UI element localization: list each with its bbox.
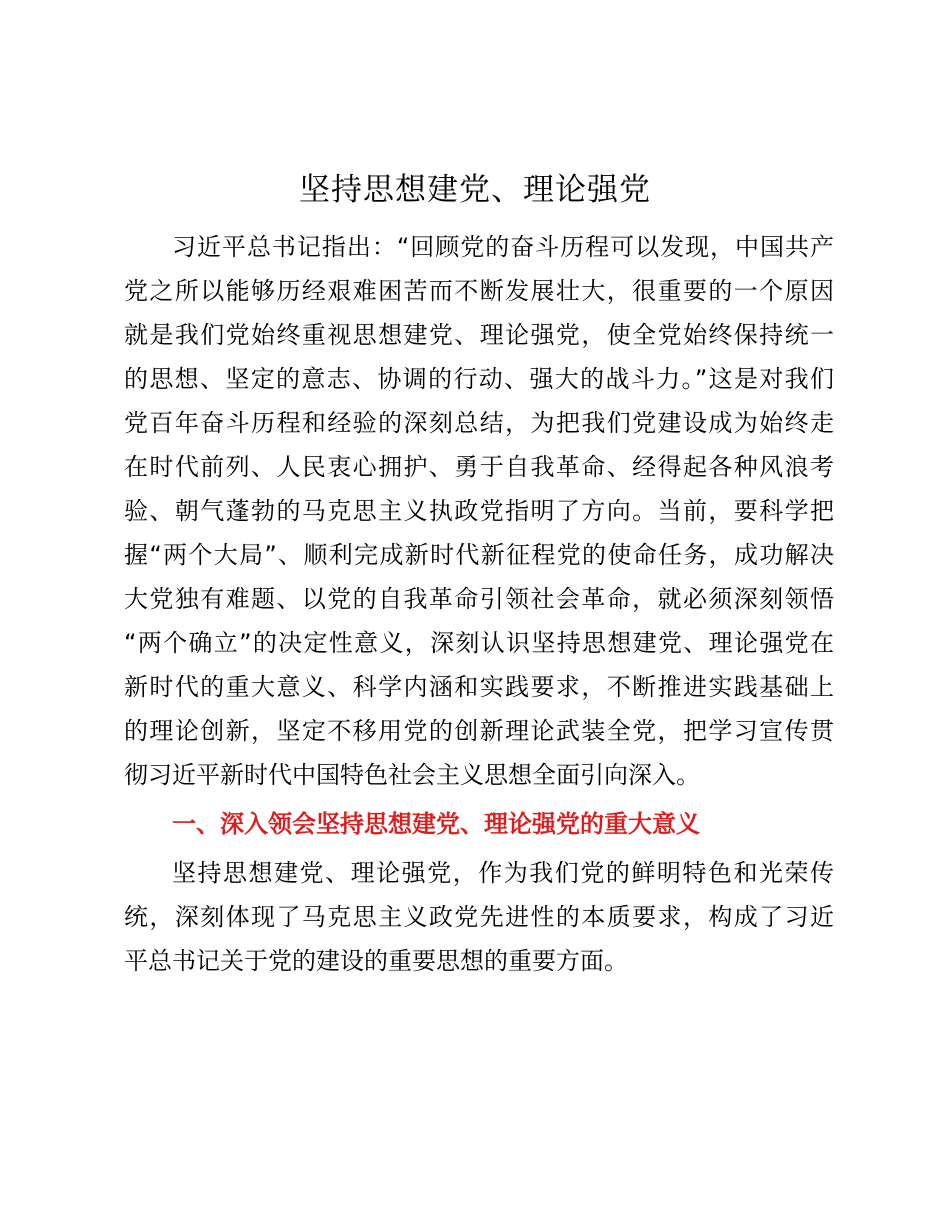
paragraph-1-line: 握“两个大局”、顺利完成新时代新征程党的使命任务，成功解决 — [124, 541, 834, 569]
paragraph-1-line: 习近平总书记指出：“回顾党的奋斗历程可以发现，中国共产 — [172, 233, 834, 261]
paragraph-1-line: 就是我们党始终重视思想建党、理论强党，使全党始终保持统一 — [124, 321, 834, 349]
paragraph-1-line: 党百年奋斗历程和经验的深刻总结，为把我们党建设成为始终走 — [124, 409, 834, 437]
section-1-heading: 一、深入领会坚持思想建党、理论强党的重大意义 — [172, 810, 700, 838]
paragraph-1-line: 彻习近平新时代中国特色社会主义思想全面引向深入。 — [124, 761, 700, 789]
paragraph-2-line: 坚持思想建党、理论强党，作为我们党的鲜明特色和光荣传 — [172, 859, 834, 887]
paragraph-1-line: 党之所以能够历经艰难困苦而不断发展壮大，很重要的一个原因 — [124, 277, 834, 305]
paragraph-1-line: 的理论创新，坚定不移用党的创新理论武装全党，把学习宣传贯 — [124, 717, 834, 745]
paragraph-1-line: 大党独有难题、以党的自我革命引领社会革命，就必须深刻领悟 — [124, 585, 834, 613]
paragraph-2-line: 统，深刻体现了马克思主义政党先进性的本质要求，构成了习近 — [124, 903, 834, 931]
document-title: 坚持思想建党、理论强党 — [299, 172, 651, 208]
paragraph-1-line: “两个确立”的决定性意义，深刻认识坚持思想建党、理论强党在 — [124, 629, 834, 657]
paragraph-2-line: 平总书记关于党的建设的重要思想的重要方面。 — [124, 947, 628, 975]
paragraph-1-line: 验、朝气蓬勃的马克思主义执政党指明了方向。当前，要科学把 — [124, 497, 834, 525]
paragraph-1-line: 的思想、坚定的意志、协调的行动、强大的战斗力。”这是对我们 — [124, 365, 834, 393]
paragraph-1-line: 在时代前列、人民衷心拥护、勇于自我革命、经得起各种风浪考 — [124, 453, 834, 481]
paragraph-1-line: 新时代的重大意义、科学内涵和实践要求，不断推进实践基础上 — [124, 673, 834, 701]
